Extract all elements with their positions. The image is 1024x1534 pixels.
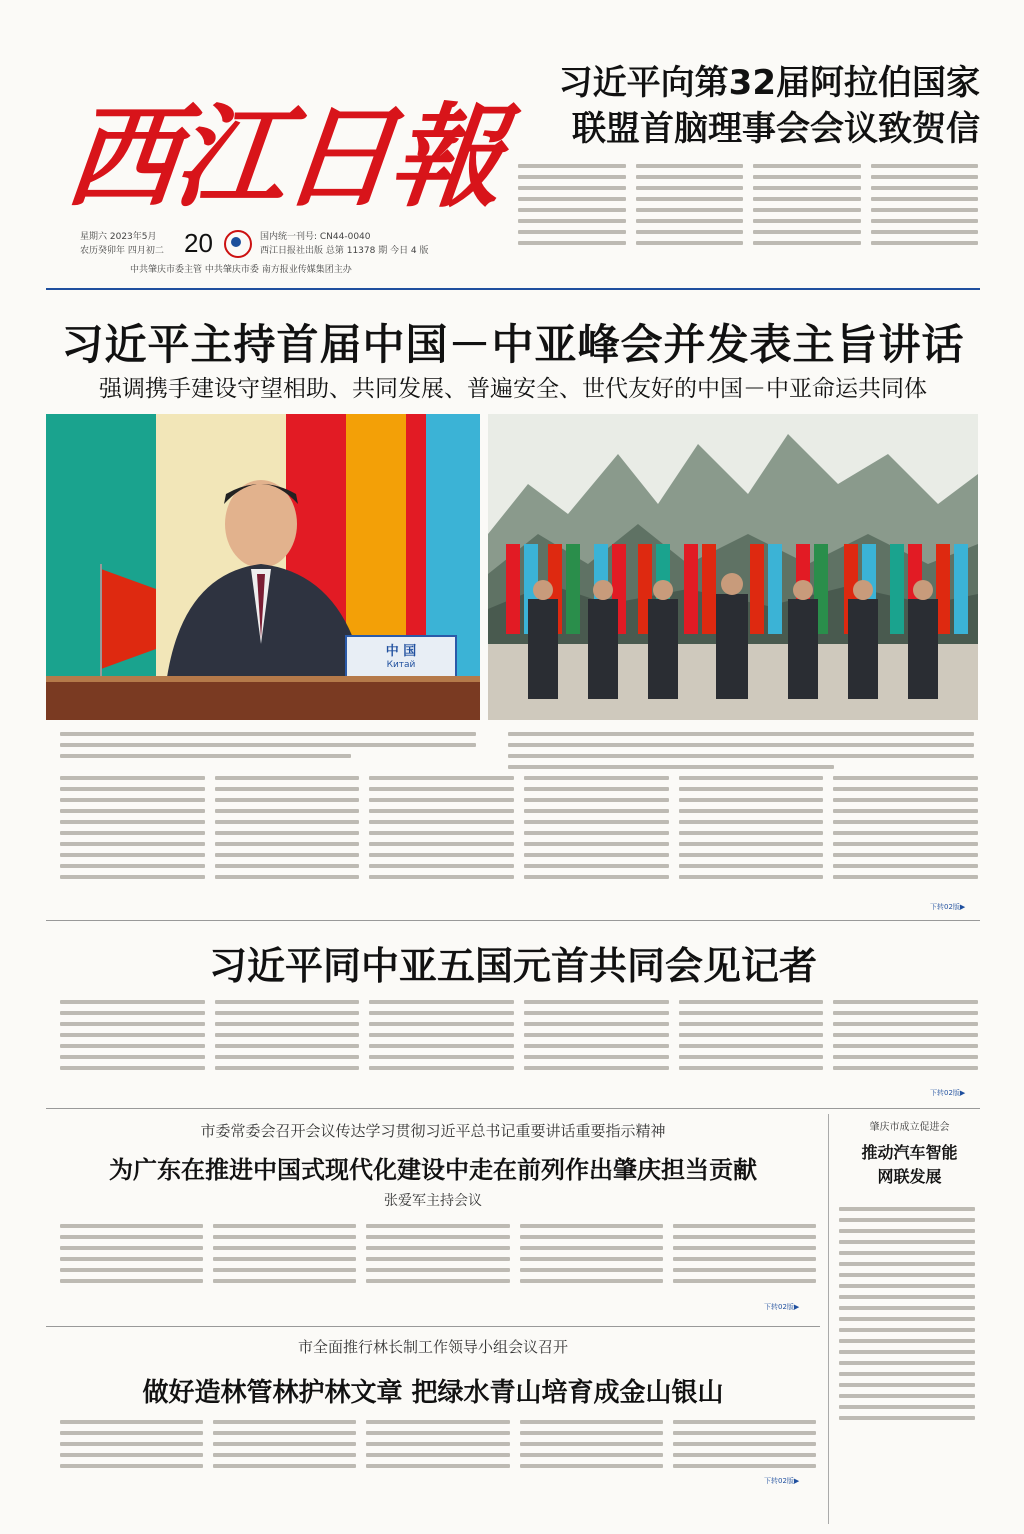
second-headline: 习近平同中亚五国元首共同会见记者: [208, 944, 817, 988]
sidebar-headline-1: 推动汽车智能: [861, 1143, 958, 1162]
fourth-headline: 做好造林管林护林文章 把绿水青山培育成金山银山: [142, 1378, 724, 1408]
fourth-kicker: 市全面推行林长制工作领导小组会议召开: [297, 1338, 568, 1356]
sidebar-story: [828, 1114, 980, 1524]
photo-summit-speech: [46, 414, 480, 720]
section-divider: [46, 1108, 980, 1109]
third-headline: 为广东在推进中国式现代化建设中走在前列作出肇庆担当贡献: [109, 1156, 757, 1184]
masthead-divider: [46, 288, 980, 290]
section-divider: [46, 1326, 820, 1327]
text-column: [518, 158, 626, 268]
third-subhead: 张爱军主持会议: [384, 1193, 482, 1209]
text-column: [636, 158, 744, 268]
third-story-continued-link[interactable]: 下转02版▶: [764, 1303, 800, 1311]
lead-story-continued-link[interactable]: 下转02版▶: [930, 903, 966, 911]
top-story-headline-2: 联盟首脑理事会会议致贺信: [572, 109, 980, 149]
publisher-line: 中共肇庆市委主管 中共肇庆市委 南方报业传媒集团主办: [130, 265, 352, 275]
second-story-continued-link[interactable]: 下转02版▶: [930, 1089, 966, 1097]
masthead: [60, 50, 506, 223]
nameplate-cn: 中 国: [385, 644, 417, 659]
photo-leaders-group: [488, 414, 978, 720]
info-line-2: 西江日报社出版 总第 11378 期 今日 4 版: [260, 246, 429, 256]
photo-leaders-group-art: [488, 414, 978, 720]
photo-summit-speech-art: [46, 414, 480, 720]
caption-lines: [508, 726, 974, 762]
sidebar-body: [839, 1201, 975, 1501]
caption-left: [60, 726, 476, 762]
text-column: [871, 158, 979, 268]
caption-right: [508, 726, 974, 762]
third-story-body: [60, 1218, 816, 1308]
top-story-headline-1: 习近平向第32届阿拉伯国家: [558, 63, 980, 103]
second-story-body: [60, 994, 978, 1094]
info-line-1: 国内统一刊号: CN44-0040: [260, 232, 371, 242]
day-number: 20: [184, 228, 213, 258]
masthead-logo: 西江日報: [60, 92, 506, 223]
text-column: [753, 158, 861, 268]
date-line-2: 农历癸卯年 四月初二: [80, 246, 164, 256]
date-text: [80, 230, 164, 258]
fourth-story-continued-link[interactable]: 下转02版▶: [764, 1477, 800, 1485]
nameplate-ru: Китай: [386, 660, 416, 670]
date-line-1: 星期六 2023年5月: [80, 232, 157, 242]
section-divider: [46, 920, 980, 921]
third-kicker: 市委常委会召开会议传达学习贯彻习近平总书记重要讲话重要指示精神: [200, 1122, 666, 1140]
lead-headline: 习近平主持首届中国－中亚峰会并发表主旨讲话: [61, 320, 965, 369]
fourth-story-body: [60, 1414, 816, 1494]
dateline: [80, 228, 480, 275]
publication-info: [260, 230, 429, 258]
sidebar-headline-2: 网联发展: [877, 1167, 942, 1186]
top-story: [520, 60, 980, 152]
newspaper-emblem-icon: [224, 230, 252, 258]
lead-story-body: [60, 770, 978, 910]
caption-lines: [60, 726, 476, 762]
sidebar-kicker: 肇庆市成立促进会: [869, 1122, 950, 1133]
lead-subheadline: 强调携手建设守望相助、共同发展、普遍安全、世代友好的中国－中亚命运共同体: [99, 376, 927, 402]
top-story-body: [518, 158, 978, 268]
